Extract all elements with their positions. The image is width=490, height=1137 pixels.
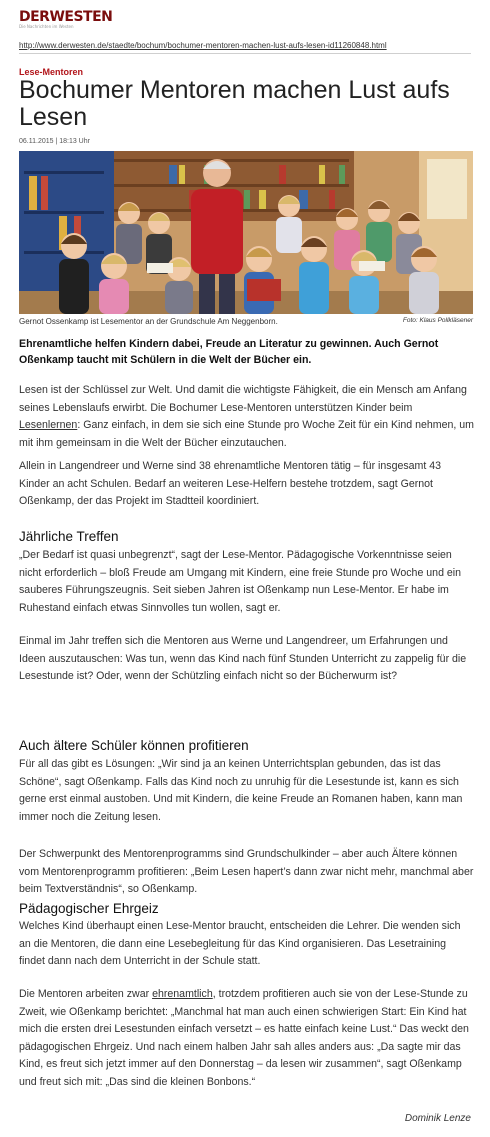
paragraph-7: Welches Kind überhaupt einen Lese-Mentor braucht, entscheiden die Lehrer. Die wenden sich an die Mentoren, die dann eine Lesebegleitung für das Kind organisieren. Das Lesetraining findet dann nach dem Unterricht in der Schule statt. — [19, 920, 461, 967]
article-photo — [19, 151, 473, 314]
classroom-reading-photo — [19, 151, 473, 314]
logo-tagline: Die Nachrichten im Westen — [19, 24, 74, 29]
article-kicker: Lese-Mentoren — [19, 67, 84, 77]
article-url[interactable]: http://www.derwesten.de/staedte/bochum/bochumer-mentoren-machen-lust-aufs-lesen-id11260848.html — [19, 41, 387, 50]
paragraph-1-text-a: Lesen ist der Schlüssel zur Welt. Und damit die wichtigste Fähigkeit, die ein Mensch am Anfang seines Lebenslaufs erwirbt. Die Bochumer Lese-Mentoren unterstützen Kinder beim — [19, 384, 467, 414]
paragraph-8 — [19, 986, 474, 1091]
heading-aeltere-schueler: Auch ältere Schüler können profitieren — [19, 738, 249, 753]
heading-jaehrliche-treffen: Jährliche Treffen — [19, 529, 119, 544]
paragraph-8-text-b: , trotzdem profitieren auch sie von der Lese-Stunde zu Zweit, wie Oßenkamp berichtet: „Manchmal hat man auch einen schwierigen Start: Ein Kind hat mich die ersten drei Lesestunden einfach versetzt – es hatte einfach keine Lust.“ Das weckt den pädagogischen Ehrgeiz. Und nach einem halben Jahr sah alles anders aus: „Da sagte mir das Kind, es freut sich jetzt immer auf den Donnerstag – da lesen wir zusammen“, sagt Oßenkamp und freut sich mit: „Das sind die kleinen Bonbons.“ — [19, 988, 469, 1088]
paragraph-3: „Der Bedarf ist quasi unbegrenzt“, sagt der Lese-Mentor. Pädagogische Vorkenntnisse seien nicht erforderlich – bloß Freude am Umgang mit Kindern, eine freie Stunde pro Woche und ein sauberes Führungszeugnis. Seit sieben Jahren ist Oßenkamp nun Lese-Mentor. Er habe im Ruhestand einfach etwas Sinnvolles tun wollen, sagt er. — [19, 549, 462, 614]
article-lead: Ehrenamtliche helfen Kindern dabei, Freude an Literatur zu gewinnen. Auch Gernot Oßenkamp taucht mit Schülern in die Welt der Bücher ein. — [19, 338, 439, 366]
lesenlernen-link[interactable]: Lesenlernen — [19, 419, 78, 431]
heading-paedagogischer-ehrgeiz: Pädagogischer Ehrgeiz — [19, 901, 159, 916]
paragraph-1 — [19, 382, 474, 452]
photo-credit: Foto: Klaus Pollkläsener — [402, 317, 473, 324]
paragraph-2: Allein in Langendreer und Werne sind 38 ehrenamtliche Mentoren tätig – für insgesamt 43 Kinder an acht Schulen. Bedarf an weiteren Lese-Helfern bestehe trotzdem, sagt Gernot Oßenkamp, der das Projekt im Stadtteil koordiniert. — [19, 460, 442, 507]
ehrenamtlich-link[interactable]: ehrenamtlich — [152, 988, 213, 1000]
article-author: Dominik Lenze — [404, 1113, 471, 1124]
paragraph-5: Für all das gibt es Lösungen: „Wir sind ja an keinen Unterrichtsplan gebunden, das ist das Schöne“, sagt Oßenkamp. Falls das Kind noch zu unruhig für die Lesestunde ist, kann es sich gerne erst einmal austoben. Und mit Kindern, die keine Freude an Romanen haben, kann man immer noch die Zeitung lesen. — [19, 758, 463, 823]
article-title: Bochumer Mentoren machen Lust aufs Lesen — [19, 76, 450, 131]
header-divider — [19, 53, 471, 54]
photo-caption: Gernot Ossenkamp ist Lesementor an der Grundschule Am Neggenborn. — [19, 317, 278, 326]
paragraph-6: Der Schwerpunkt des Mentorenprogramms sind Grundschulkinder – aber auch Ältere können vom Mentorenprogramm profitieren: „Beim Lesen hapert’s dann zwar nicht mehr, manchmal aber beim Textverständnis“, so Oßenkamp. — [19, 848, 474, 895]
logo-wordmark: DERWESTEN — [19, 9, 113, 25]
paragraph-1-text-b: : Ganz einfach, in dem sie sich eine Stunde pro Woche Zeit für ein Kind nehmen, um mit ihm gemeinsam in die Welt der Bücher einzutauchen. — [19, 419, 475, 449]
paragraph-4: Einmal im Jahr treffen sich die Mentoren aus Werne und Langendreer, um Erfahrungen und Ideen auszutauschen: Was tun, wenn das Kind nach fünf Stunden Unterricht zu zappelig für die Lesestunde ist? Oder, wenn der Schützling einfach nicht so der Bücherwurm ist? — [19, 635, 467, 682]
paragraph-8-text-a: Die Mentoren arbeiten zwar — [19, 988, 153, 1000]
article-dateline: 06.11.2015 | 18:13 Uhr — [19, 138, 90, 145]
site-logo[interactable] — [19, 9, 112, 29]
